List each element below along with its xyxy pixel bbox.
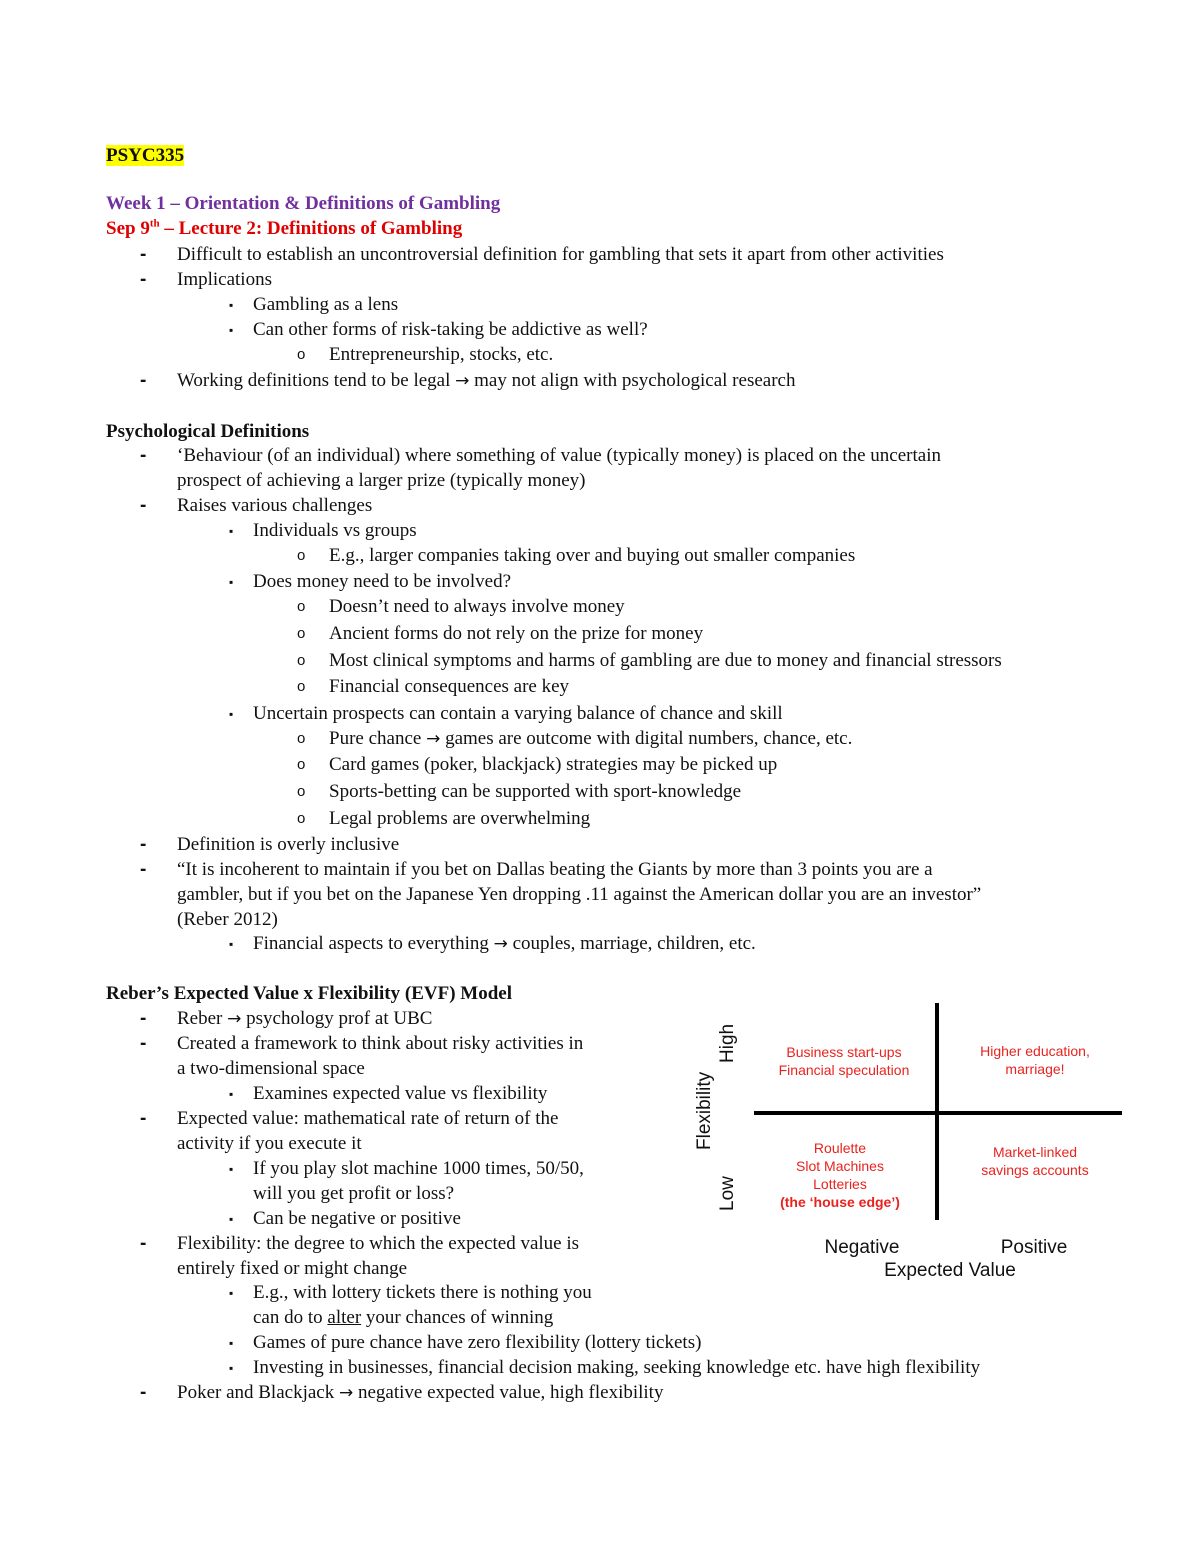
quadrant-top-left bbox=[779, 1044, 910, 1078]
quadrant-bottom-left bbox=[780, 1140, 900, 1210]
list-item: If you play slot machine 1000 times, 50/50, bbox=[253, 1158, 584, 1179]
list-item: Created a framework to think about risky activities in bbox=[177, 1033, 584, 1054]
quadrant-text: Slot Machines bbox=[796, 1158, 884, 1174]
list-item-continued: activity if you execute it bbox=[177, 1133, 362, 1154]
list-item: Working definitions tend to be legal → may not align with psychological research bbox=[177, 370, 796, 391]
list-item: Expected value: mathematical rate of return of the bbox=[177, 1108, 559, 1129]
quote-citation: (Reber 2012) bbox=[177, 909, 278, 930]
quadrant-text: savings accounts bbox=[981, 1162, 1089, 1178]
quadrant-text: Financial speculation bbox=[778, 1062, 910, 1078]
course-code: PSYC335 bbox=[106, 145, 185, 166]
quadrant-text: marriage! bbox=[1005, 1061, 1065, 1077]
list-item: Flexibility: the degree to which the expected value is bbox=[177, 1233, 580, 1254]
circle-bullet: o bbox=[297, 652, 306, 669]
week-heading: Week 1 – Orientation & Definitions of Gambling bbox=[106, 193, 501, 214]
list-item-continued: prospect of achieving a larger prize (typically money) bbox=[177, 470, 586, 491]
list-item: Doesn’t need to always involve money bbox=[329, 596, 625, 617]
dash-bullet: - bbox=[140, 1233, 147, 1254]
list-item: Investing in businesses, financial decision making, seeking knowledge etc. have high flexibility bbox=[253, 1357, 981, 1378]
circle-bullet: o bbox=[297, 810, 306, 827]
list-item: Financial aspects to everything → couples, marriage, children, etc. bbox=[253, 933, 756, 954]
list-item: Uncertain prospects can contain a varying balance of chance and skill bbox=[253, 703, 783, 724]
list-item: Definition is overly inclusive bbox=[177, 834, 400, 855]
list-item: Examines expected value vs flexibility bbox=[253, 1083, 548, 1104]
list-item-continued: a two-dimensional space bbox=[177, 1058, 365, 1079]
list-item-continued: entirely fixed or might change bbox=[177, 1258, 408, 1279]
list-item: Poker and Blackjack → negative expected value, high flexibility bbox=[177, 1382, 664, 1403]
circle-bullet: o bbox=[297, 625, 306, 642]
arrow-icon: → bbox=[227, 1009, 242, 1029]
lecture-heading: Sep 9th – Lecture 2: Definitions of Gambling bbox=[106, 217, 463, 239]
dash-bullet: - bbox=[140, 1108, 147, 1129]
x-negative-label: Negative bbox=[824, 1237, 900, 1258]
list-item: Pure chance → games are outcome with digital numbers, chance, etc. bbox=[329, 728, 853, 749]
list-item: Can other forms of risk-taking be addictive as well? bbox=[253, 319, 648, 340]
dash-bullet: - bbox=[140, 445, 147, 466]
list-item: E.g., larger companies taking over and buying out smaller companies bbox=[329, 545, 856, 566]
square-bullet: ▪ bbox=[229, 1087, 234, 1101]
quote-line: “It is incoherent to maintain if you bet on Dallas beating the Giants by more than 3 points you are a bbox=[177, 859, 933, 880]
square-bullet: ▪ bbox=[229, 575, 234, 589]
list-item: Raises various challenges bbox=[177, 495, 373, 516]
list-item: Entrepreneurship, stocks, etc. bbox=[329, 344, 554, 365]
square-bullet: ▪ bbox=[229, 524, 234, 538]
quote-line: gambler, but if you bet on the Japanese Yen dropping .11 against the American dollar you are an investor” bbox=[177, 884, 982, 905]
quadrant-text: (the ‘house edge’) bbox=[780, 1194, 900, 1210]
square-bullet: ▪ bbox=[229, 1336, 234, 1350]
quadrant-text: Business start-ups bbox=[786, 1044, 902, 1060]
section-heading: Psychological Definitions bbox=[106, 421, 310, 442]
list-item: Individuals vs groups bbox=[253, 520, 417, 541]
list-item: Games of pure chance have zero flexibility (lottery tickets) bbox=[253, 1332, 702, 1353]
list-item: Does money need to be involved? bbox=[253, 571, 512, 592]
list-item: E.g., with lottery tickets there is nothing you bbox=[253, 1282, 592, 1303]
square-bullet: ▪ bbox=[229, 1212, 234, 1226]
quadrant-top-right bbox=[980, 1043, 1090, 1077]
list-item: Gambling as a lens bbox=[253, 294, 399, 315]
y-axis-label: Flexibility bbox=[694, 1071, 715, 1150]
quadrant-text: Higher education, bbox=[980, 1043, 1090, 1059]
x-axis-label: Expected Value bbox=[884, 1260, 1016, 1281]
square-bullet: ▪ bbox=[229, 1361, 234, 1375]
x-positive-label: Positive bbox=[1000, 1237, 1068, 1258]
quadrant-bottom-right bbox=[981, 1144, 1088, 1178]
list-item: Implications bbox=[177, 269, 272, 290]
square-bullet: ▪ bbox=[229, 1286, 234, 1300]
square-bullet: ▪ bbox=[229, 323, 234, 337]
arrow-icon: → bbox=[426, 729, 441, 749]
list-item: Most clinical symptoms and harms of gambling are due to money and financial stressors bbox=[329, 650, 1002, 671]
dash-bullet: - bbox=[140, 1033, 147, 1054]
dash-bullet: - bbox=[140, 244, 147, 265]
arrow-icon: → bbox=[455, 371, 470, 391]
evf-quadrant-diagram bbox=[680, 995, 1130, 1295]
dash-bullet: - bbox=[140, 1382, 147, 1403]
dash-bullet: - bbox=[140, 495, 147, 516]
circle-bullet: o bbox=[297, 783, 306, 800]
quadrant-text: Market-linked bbox=[992, 1144, 1078, 1160]
circle-bullet: o bbox=[297, 547, 306, 564]
quadrant-text: Lotteries bbox=[813, 1176, 867, 1192]
list-item: Difficult to establish an uncontroversial definition for gambling that sets it apart from other activities bbox=[177, 244, 944, 265]
quadrant-text: Roulette bbox=[813, 1140, 867, 1156]
list-item-continued: can do to alter your chances of winning bbox=[253, 1307, 554, 1328]
circle-bullet: o bbox=[297, 678, 306, 695]
dash-bullet: - bbox=[140, 859, 147, 880]
list-item: ‘Behaviour (of an individual) where something of value (typically money) is placed on the uncertain bbox=[177, 445, 941, 466]
arrow-icon: → bbox=[493, 934, 508, 954]
circle-bullet: o bbox=[297, 730, 306, 747]
dash-bullet: - bbox=[140, 834, 147, 855]
square-bullet: ▪ bbox=[229, 937, 234, 951]
list-item: Financial consequences are key bbox=[329, 676, 570, 697]
list-item: Legal problems are overwhelming bbox=[329, 808, 591, 829]
y-low-label: Low bbox=[717, 1176, 738, 1211]
arrow-icon: → bbox=[338, 1383, 354, 1403]
list-item: Ancient forms do not rely on the prize for money bbox=[329, 623, 704, 644]
list-item: Sports-betting can be supported with sport-knowledge bbox=[329, 781, 742, 802]
list-item: Reber → psychology prof at UBC bbox=[177, 1008, 433, 1029]
circle-bullet: o bbox=[297, 598, 306, 615]
section-heading: Reber’s Expected Value x Flexibility (EVF) Model bbox=[106, 983, 512, 1004]
circle-bullet: o bbox=[297, 346, 306, 363]
list-item: Can be negative or positive bbox=[253, 1208, 461, 1229]
square-bullet: ▪ bbox=[229, 707, 234, 721]
list-item: Card games (poker, blackjack) strategies may be picked up bbox=[329, 754, 778, 775]
circle-bullet: o bbox=[297, 756, 306, 773]
y-high-label: High bbox=[717, 1023, 738, 1063]
dash-bullet: - bbox=[140, 1008, 147, 1029]
dash-bullet: - bbox=[140, 269, 147, 290]
square-bullet: ▪ bbox=[229, 1162, 234, 1176]
dash-bullet: - bbox=[140, 370, 147, 391]
square-bullet: ▪ bbox=[229, 298, 234, 312]
list-item-continued: will you get profit or loss? bbox=[253, 1183, 455, 1204]
